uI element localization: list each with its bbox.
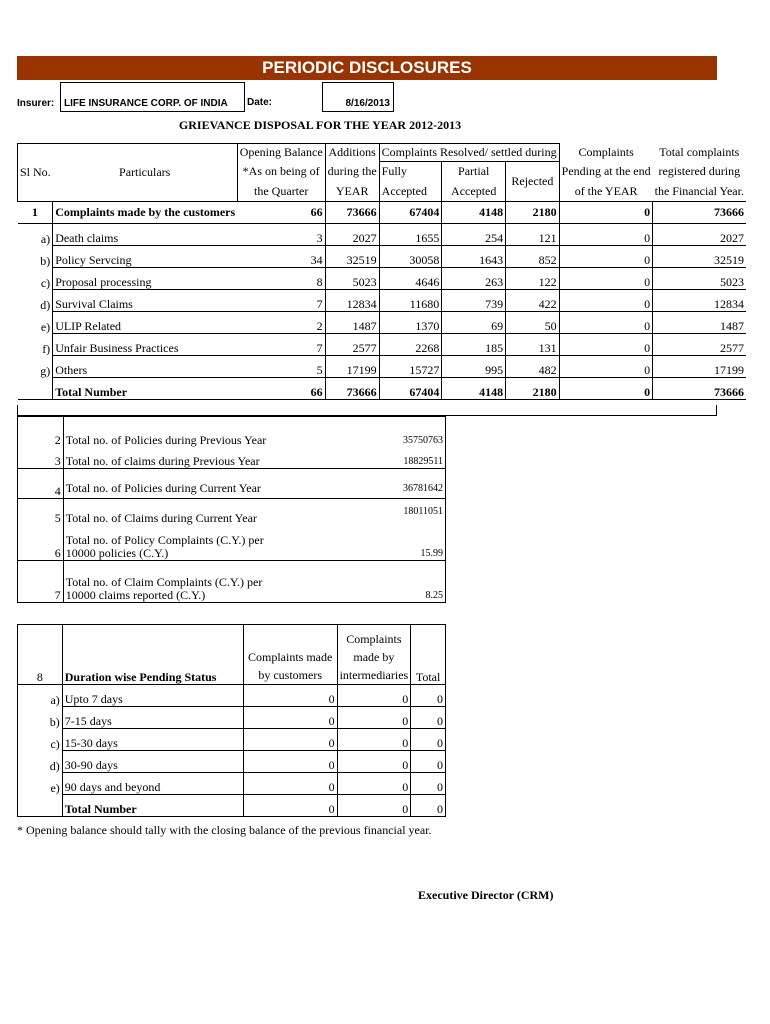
stats-row (18, 447, 446, 469)
header-pending-1: Complaints (578, 145, 634, 159)
row-value: 17199 (325, 356, 379, 378)
row-value: 66 (237, 202, 325, 224)
date-value: 8/16/2013 (345, 98, 390, 109)
row-value: 2 (237, 312, 325, 334)
row-value: 122 (506, 268, 560, 290)
stats-row (18, 525, 446, 561)
row-value: 1643 (442, 246, 506, 268)
row-value: 0 (243, 773, 337, 795)
row-value: 0 (559, 356, 652, 378)
row-sl: c) (40, 275, 51, 290)
header-opening-1: Opening Balance (237, 144, 325, 162)
row-label: Unfair Business Practices (53, 334, 238, 356)
row-sl: f) (42, 341, 51, 356)
row-value: 121 (506, 224, 560, 246)
row-value: 0 (243, 707, 337, 729)
row-label: 15-30 days (62, 729, 243, 751)
pending-row (18, 707, 446, 729)
pending-header-customers-2: by customers (258, 668, 322, 682)
row-value: 1487 (325, 312, 379, 334)
row-sl-empty (18, 795, 63, 817)
pending-header-intermediaries-1: Complaints (346, 632, 402, 646)
row-value: 34 (237, 246, 325, 268)
table-row (18, 224, 746, 246)
stats-label: Total no. of Policies during Current Year (63, 469, 333, 499)
row-value: 852 (506, 246, 560, 268)
stats-label (63, 525, 333, 561)
header-resolved: Complaints Resolved/ settled during (379, 144, 559, 162)
row-value: 0 (559, 378, 652, 400)
row-sl: a) (18, 685, 63, 707)
row-value: 30058 (379, 246, 442, 268)
header-total-1: Total complaints (659, 145, 740, 159)
table-row-total (18, 378, 746, 400)
row-value: 0 (559, 334, 652, 356)
row-label: Complaints made by the customers (53, 202, 238, 224)
header-rejected: Rejected (506, 162, 560, 202)
pending-header-total: Total (411, 625, 446, 685)
pending-row (18, 751, 446, 773)
row-value: 131 (506, 334, 560, 356)
stats-value: 8.25 (333, 561, 446, 603)
row-value: 0 (559, 268, 652, 290)
table-row (18, 334, 746, 356)
row-value: 0 (559, 224, 652, 246)
row-value: 0 (337, 795, 411, 817)
row-value: 0 (559, 202, 652, 224)
row-value: 482 (506, 356, 560, 378)
pending-header-row (18, 625, 446, 685)
row-value: 0 (559, 312, 652, 334)
row-sl: a) (40, 231, 51, 246)
row-value: 2180 (506, 202, 560, 224)
row-label: ULIP Related (53, 312, 238, 334)
row-label: Survival Claims (53, 290, 238, 312)
row-value: 0 (411, 707, 446, 729)
row-value: 185 (442, 334, 506, 356)
header-total-2: registered during (658, 164, 741, 178)
pending-header-label: Duration wise Pending Status (62, 625, 243, 685)
row-value: 5023 (653, 268, 746, 290)
row-value: 17199 (653, 356, 746, 378)
pending-header-intermediaries-2: made by (353, 650, 395, 664)
stats-row (18, 561, 446, 603)
stats-table (17, 416, 446, 603)
row-value: 0 (411, 685, 446, 707)
stats-sl: 6 (18, 525, 64, 561)
row-value: 0 (411, 795, 446, 817)
row-value: 0 (411, 773, 446, 795)
stats-label: Total no. of claims during Previous Year (63, 447, 333, 469)
row-value: 2577 (325, 334, 379, 356)
row-value: 0 (243, 685, 337, 707)
row-label: Proposal processing (53, 268, 238, 290)
row-value: 0 (337, 729, 411, 751)
stats-sl: 7 (18, 561, 64, 603)
row-sl: c) (18, 729, 63, 751)
row-value: 0 (337, 773, 411, 795)
table-row (18, 268, 746, 290)
row-value: 2577 (653, 334, 746, 356)
row-value: 0 (411, 751, 446, 773)
stats-sl: 2 (18, 425, 64, 447)
row-value: 0 (337, 751, 411, 773)
header-total-3: the Financial Year. (654, 183, 744, 198)
table-row (18, 290, 746, 312)
insurer-box (60, 82, 245, 112)
table-row (18, 356, 746, 378)
row-sl: e) (18, 773, 63, 795)
stats-label-line2: 10000 policies (C.Y.) (65, 546, 169, 560)
row-value: 1487 (653, 312, 746, 334)
footnote: * Opening balance should tally with the closing balance of the previous financial year. (17, 823, 432, 837)
row-sl: d) (40, 297, 51, 312)
stats-label-line1: Total no. of Policy Complaints (C.Y.) per (65, 533, 264, 547)
date-box (322, 82, 394, 112)
row-value: 8 (237, 268, 325, 290)
row-value: 67404 (379, 378, 442, 400)
header-fully-2: Accepted (379, 182, 442, 202)
row-value: 67404 (379, 202, 442, 224)
pending-header-customers-1: Complaints made (247, 650, 333, 664)
stats-value: 36781642 (333, 469, 446, 499)
row-value: 995 (442, 356, 506, 378)
stats-value: 18829511 (333, 447, 446, 469)
stats-label-line2: 10000 claims reported (C.Y.) (65, 588, 206, 602)
row-value: 254 (442, 224, 506, 246)
row-value: 73666 (653, 378, 746, 400)
row-value: 73666 (325, 378, 379, 400)
stats-sl: 5 (18, 499, 64, 525)
row-value: 5023 (325, 268, 379, 290)
header-additions-1: Additions (325, 144, 379, 162)
row-label: Others (53, 356, 238, 378)
row-value: 1370 (379, 312, 442, 334)
row-value: 0 (243, 795, 337, 817)
row-label: 90 days and beyond (62, 773, 243, 795)
header-fully-1: Fully (379, 162, 442, 182)
row-value: 7 (237, 334, 325, 356)
header-additions-3: YEAR (325, 182, 379, 202)
row-label: 30-90 days (62, 751, 243, 773)
insurer-label: Insurer: (17, 98, 55, 109)
stats-label-line1: Total no. of Claim Complaints (C.Y.) per (65, 575, 263, 589)
grievance-title: GRIEVANCE DISPOSAL FOR THE YEAR 2012-2013 (178, 118, 462, 132)
row-sl: 1 (18, 202, 53, 224)
row-value: 0 (243, 751, 337, 773)
row-sl: e) (40, 319, 51, 334)
grievance-table (17, 143, 746, 400)
row-value: 263 (442, 268, 506, 290)
row-value: 4148 (442, 378, 506, 400)
row-value: 4646 (379, 268, 442, 290)
row-value: 73666 (653, 202, 746, 224)
page-banner: PERIODIC DISCLOSURES (17, 56, 717, 80)
row-label: Total Number (62, 795, 243, 817)
row-value: 3 (237, 224, 325, 246)
insurer-value: LIFE INSURANCE CORP. OF INDIA (64, 98, 228, 109)
row-value: 0 (243, 729, 337, 751)
stats-spacer (18, 417, 446, 425)
row-value: 0 (337, 707, 411, 729)
header-pending-3: of the YEAR (574, 183, 638, 198)
header-opening-3: the Quarter (237, 182, 325, 202)
pending-status-table (17, 624, 446, 817)
header-slno: Sl No. (18, 144, 53, 202)
header-partial-2: Accepted (442, 182, 506, 202)
row-value: 2180 (506, 378, 560, 400)
row-sl-empty (18, 378, 53, 400)
row-value: 12834 (325, 290, 379, 312)
row-value: 69 (442, 312, 506, 334)
row-sl: d) (18, 751, 63, 773)
row-value: 422 (506, 290, 560, 312)
stats-row (18, 425, 446, 447)
row-sl: g) (40, 363, 51, 378)
stats-spacer-cell (63, 417, 333, 425)
row-value: 50 (506, 312, 560, 334)
row-value: 12834 (653, 290, 746, 312)
row-value: 15727 (379, 356, 442, 378)
row-value: 2027 (325, 224, 379, 246)
row-value: 73666 (325, 202, 379, 224)
row-value: 32519 (653, 246, 746, 268)
pending-header-intermediaries-3: intermediaries (339, 668, 409, 682)
pending-row (18, 729, 446, 751)
row-value: 66 (237, 378, 325, 400)
date-label: Date: (247, 97, 273, 108)
pending-header-sl: 8 (18, 625, 63, 685)
pending-row (18, 685, 446, 707)
signature: Executive Director (CRM) (418, 888, 554, 902)
header-opening-2: *As on being of (237, 162, 325, 182)
stats-spacer-cell (18, 417, 64, 425)
table-header-row (18, 144, 746, 162)
row-label: Total Number (53, 378, 238, 400)
stats-row (18, 469, 446, 499)
row-value: 32519 (325, 246, 379, 268)
row-label: Death claims (53, 224, 238, 246)
row-value: 11680 (379, 290, 442, 312)
row-label: Policy Servcing (53, 246, 238, 268)
row-value: 0 (337, 685, 411, 707)
table-row (18, 312, 746, 334)
header-additions-2: during the (325, 162, 379, 182)
stats-spacer-cell (333, 417, 446, 425)
row-value: 0 (411, 729, 446, 751)
header-partial-1: Partial (442, 162, 506, 182)
row-value: 739 (442, 290, 506, 312)
row-sl: b) (40, 253, 51, 268)
stats-value: 15.99 (333, 525, 446, 561)
pending-total-row (18, 795, 446, 817)
stats-label: Total no. of Policies during Previous Year (63, 425, 333, 447)
header-particulars: Particulars (53, 144, 238, 202)
pending-row (18, 773, 446, 795)
row-value: 0 (559, 290, 652, 312)
row-sl: b) (18, 707, 63, 729)
row-value: 2027 (653, 224, 746, 246)
row-value: 2268 (379, 334, 442, 356)
stats-label: Total no. of Claims during Current Year (63, 499, 333, 525)
stats-label (63, 561, 333, 603)
stats-row (18, 499, 446, 525)
stats-sl: 4 (18, 469, 64, 499)
table-row-main (18, 202, 746, 224)
pending-header-customers (243, 625, 337, 685)
table-row (18, 246, 746, 268)
row-label: 7-15 days (62, 707, 243, 729)
stats-value: 18011051 (333, 499, 446, 525)
row-label: Upto 7 days (62, 685, 243, 707)
row-value: 0 (559, 246, 652, 268)
pending-header-intermediaries (337, 625, 411, 685)
stats-sl: 3 (18, 447, 64, 469)
row-value: 7 (237, 290, 325, 312)
row-value: 1655 (379, 224, 442, 246)
row-value: 4148 (442, 202, 506, 224)
row-value: 5 (237, 356, 325, 378)
header-pending-2: Pending at the end (561, 164, 651, 178)
spacer-box (17, 405, 717, 416)
stats-value: 35750763 (333, 425, 446, 447)
